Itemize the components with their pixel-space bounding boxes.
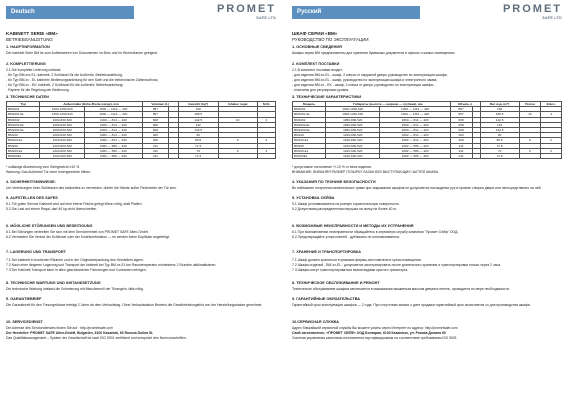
table-cell: 1000-1250-520: [326, 112, 380, 117]
section-text: Die technische Wartung umfasst die Schmierung mit Maschinenöl der Türangeln, falls nötig.: [6, 287, 144, 291]
table-cell: 1000 — 1114 — 420: [380, 107, 450, 112]
table-cell: 211: [142, 143, 168, 148]
table-cell: 142: [480, 122, 519, 127]
table-cell: 168.5: [178, 112, 218, 117]
table-cell: 1082 — 586 — 420: [380, 153, 450, 158]
section-text: 7.1 Шкаф должен храниться в упаковке фирмы-изготовителя в сухом помещении.: [292, 258, 422, 262]
table-cell: 2: [257, 148, 275, 153]
section-text: 5.2 Die Last auf einem Regal, darf 40 kg nicht überschreiten.: [6, 207, 98, 211]
table-cell: BM120: [293, 133, 326, 138]
table-cell: 1220-600-520: [326, 143, 380, 148]
table-cell: BM100: [293, 143, 326, 148]
table-cell: 211: [450, 143, 472, 148]
section-text: Um Verletzungen beim Schliessen des kabinettes zu vermeiden, dürfen die Hände außer Reichweite der Tür sein.: [6, 186, 177, 190]
section-heading: 2. KOMPLETTIERUNG: [6, 62, 46, 66]
section-heading: 3. ТЕХНИЧЕСКИЕ ХАРАКТЕРИСТИКИ: [292, 95, 362, 99]
table-cell: 6: [519, 148, 540, 153]
section-text: 5.1 Шкаф устанавливается на ровную горизонтальную поверхность.: [292, 202, 400, 206]
table-cell: 142.5: [178, 117, 218, 122]
table-cell: 1082 — 814 — 420: [380, 138, 450, 143]
table-header: Gewicht (kg*): [178, 102, 218, 107]
doc-title: ШКАФ СЕРИИ «BM»: [292, 31, 338, 36]
doc-title: KABINETT SERIE «BM»: [6, 31, 58, 36]
table-cell: 6: [519, 138, 540, 143]
table-cell: 4: [257, 117, 275, 122]
table-cell: 80.5: [480, 138, 519, 143]
table-note: ВНИМАНИЕ: ВНЕШНЯЯ РАЗМЕР ПУЗЫРКУ ЛАЗАН ВЕЗ ВЫСТУПАЮЩИХ ЧАСТЕЙ ШКАФА.: [292, 170, 439, 174]
section-text: - для изделия BM-xx-EL - шкаф, руководство по эксплуатации шкафа и электронного замка;: [292, 78, 438, 82]
section-heading: 10. SERVICEDIENST: [6, 320, 43, 324]
section-text: Во избежание получения механических травм при закрывании шкафов не допускается нахождение рук в проеме створки двери или непосредственно на ней.: [292, 186, 542, 190]
table-cell: 10: [218, 117, 257, 122]
table-cell: 71.5: [178, 143, 218, 148]
table-cell: 1220-830-520: [40, 138, 85, 143]
table-cell: 1220-830-520: [326, 138, 380, 143]
table-cell: 160: [480, 107, 519, 112]
table-cell: 608: [142, 122, 168, 127]
table-header: Außenmaße (Höhe-Breite-Länge), mm: [40, 102, 142, 107]
doc-subtitle: BETRIEBSANLEITUNG: [6, 37, 53, 42]
table-cell: 1000 — 1114 — 420: [85, 107, 143, 112]
table-cell: 1220-830-520: [326, 133, 380, 138]
section-text: 6.1 Bei Störungen verbreiten Sie sich mit dem Serviceeinheit von PROMET SAFE Alien-GmbH.: [6, 230, 149, 234]
section-text: 7.3 Шкафы могут транспортироваться всеми видами крытого транспорта.: [292, 268, 409, 272]
table-cell: BM100EL: [293, 153, 326, 158]
table-cell: 70: [480, 148, 519, 153]
table-cell: 1000-1250-520: [40, 107, 85, 112]
table-cell: 90: [178, 133, 218, 138]
table-cell: 608: [142, 127, 168, 132]
table-cell: 142: [178, 122, 218, 127]
section-text: - für Typ BM-xx - EL kabinett: Bedienungsanleitung für den Safe und die elektronische Zahlenschloss;: [6, 78, 159, 82]
section-heading: 4. SICHERHEITSHINWEISE:: [6, 180, 56, 184]
table-cell: 70: [178, 148, 218, 153]
russian-column: [292, 0, 564, 340]
table-cell: 1220-600-520: [40, 148, 85, 153]
table-cell: 1082 — 586 — 420: [85, 148, 143, 153]
table-cell: 71.5: [480, 143, 519, 148]
table-cell: 168.5: [480, 112, 519, 117]
table-cell: 608: [450, 122, 472, 127]
table-cell: 857: [450, 107, 472, 112]
table-cell: BM1002.EL: [7, 127, 40, 132]
table-cell: 1082 — 814 — 420: [380, 133, 450, 138]
table-cell: 1000-830-520: [40, 122, 85, 127]
table-header: Ключ.: [541, 102, 562, 107]
section-heading: 5. AUFSTELLEN DES SAFES: [6, 196, 58, 200]
table-cell: 857: [142, 112, 168, 117]
section-text: Der kabinett Serie BM ist zum Aufbewahren von Dokumenten im Büro und im Wohnräumen geeignet.: [6, 51, 159, 55]
table-cell: 4: [541, 112, 562, 117]
table-cell: 211: [450, 148, 472, 153]
section-heading: 9. GARANTIEBRIEF: [6, 297, 42, 301]
table-cell: 71.5: [480, 153, 519, 158]
table-cell: [218, 153, 257, 158]
table-cell: 1000 — 814 — 420: [85, 127, 143, 132]
section-heading: 1. HAUPTINFORMATION: [6, 45, 50, 49]
table-cell: 1950-830-520: [326, 117, 380, 122]
table-header: Объём, л: [450, 102, 480, 107]
table-cell: 400: [142, 138, 168, 143]
table-cell: BM120: [7, 133, 40, 138]
section-text: Система управления качеством изготовителя сертифицирована на соответствие требованиям ISO 9001: [292, 336, 457, 340]
table-cell: 211: [142, 153, 168, 158]
table-cell: 6: [218, 138, 257, 143]
table-note: * zulässige Abweichung vom Gelegewicht ±10 %.: [6, 165, 81, 169]
table-header: Schl.: [257, 102, 275, 107]
table-cell: 80.5: [178, 138, 218, 143]
table-cell: 608: [450, 127, 472, 132]
table-cell: 1000 — 1114 — 420: [380, 112, 450, 117]
table-cell: 608: [450, 117, 472, 122]
table-cell: [541, 153, 562, 158]
section-text: Die Garantiezeit für den Tresorgehäuse beträgt 2 Jahre ab dem Verkaufstag. Ohne Verkaufsdatum Beweist die Gewährleistungsfrist von der Herstellungsdatum gerechnet.: [6, 303, 263, 307]
table-cell: BM100.EL: [293, 148, 326, 153]
table-cell: 2: [257, 138, 275, 143]
table-header: Typ: [7, 102, 40, 107]
table-body: [7, 107, 276, 159]
language-tab: Deutsch: [6, 6, 134, 19]
table-cell: 1220-600-520: [326, 153, 380, 158]
section-text: 6.2 Vermeiden Sie Verlust der Schlüssel oder der Kodekombination — es werden keine Duplikate angefertigt.: [6, 235, 170, 239]
section-text: - пластины для регулировки уровня.: [292, 88, 350, 92]
brand-logo: PROMET: [216, 3, 276, 15]
section-heading: 10.СЕРВИСНАЯ СЛУЖБА: [292, 320, 339, 324]
table-cell: [519, 153, 540, 158]
section-text: 5.2 Допустимая распределенная нагрузка на полку не более 40 кг.: [292, 207, 397, 211]
table-cell: BM1001: [7, 107, 40, 112]
table-cell: 608: [142, 117, 168, 122]
table-cell: [169, 153, 179, 158]
table-header: Полки: [519, 102, 540, 107]
table-cell: 1800 — 814 — 420: [380, 127, 450, 132]
section-heading: 7. LAGERUNG UND TRANSPORT: [6, 250, 66, 254]
section-text: - для изделия BM-xx - EK - шкаф, 2 ключа от двери, руководство по эксплуатации шкафа;: [292, 83, 434, 87]
section-text: - Papiere für die Regelung der Bedienung.: [6, 88, 70, 92]
table-cell: 10: [519, 112, 540, 117]
section-text: Шкафы серии BM предназначены для хранения бумажных документов в офисах и жилых помещениях.: [292, 51, 456, 55]
section-text: 7.2 Nach einer längeren Lagerung und Transport der kabinett bei Typ BM-xx-EL bei Raumtemperatur mindestens 2 Stunden akklimatisieren.: [6, 263, 217, 267]
table-cell: 1000-830-520: [40, 117, 85, 122]
section-text: Гарантийный срок эксплуатации шкафов — 2 года. При отсутствии записи о дате продажи гарантийный срок исчисляется со дня производства шкафа.: [292, 303, 531, 307]
section-text: - für Typ BM-xxx EL: kabinett, 2 Schlüssel für die Außentür, Betriebsanleitung;: [6, 73, 123, 77]
section-heading: 1. ОСНОВНЫЕ СВЕДЕНИЯ: [292, 45, 342, 49]
table-cell: 1250-1250-520: [40, 112, 85, 117]
table-cell: 1082 — 586 — 420: [85, 153, 143, 158]
section-text: Der Hersteller: PROMET SAFE Alien-GmbH, Bulgarien, 6100 Kasanlak, 60 Rossva Dolina St.: [6, 331, 154, 335]
section-text: Die Adresse des Servicedienstes finden Sie auf : http://prometsafe.com: [6, 326, 113, 330]
section-text: - для изделия BM-xx-EL - шкаф, 2 ключа от наружной двери, руководство по эксплуатации шкафа;: [292, 73, 448, 77]
table-cell: 142.5: [480, 127, 519, 132]
table-cell: BM100: [7, 143, 40, 148]
section-text: - für Typ BM-xx - EK: kabinett, 2 Schlüssel für die Außentür, Betriebsanleitung;: [6, 83, 124, 87]
table-cell: BM120.EL: [293, 138, 326, 143]
table-cell: 1000-830-520: [40, 127, 85, 132]
table-cell: 1000 — 1114 — 420: [85, 112, 143, 117]
spec-table: [292, 101, 562, 159]
section-text: 2.1 Die komplette Lieferung umfasst:: [6, 68, 62, 72]
section-text: Свой изготовитель: «ПРОМЕТ СЕЙФ» ООД Болгария, 6100 Казанлык, ул. Розова Долина 60: [292, 331, 446, 335]
table-header: Модель: [293, 102, 326, 107]
table-cell: 211: [142, 148, 168, 153]
section-text: 7.1 Der kabinett in trockenen Räumen und in der Originalverpackung des Herstellers lagern.: [6, 258, 145, 262]
section-text: 7.2 Шкафы изделий - BM-xx-EL - допускается эксплуатировать после длительного хранения и транспортировки только через 2 часа.: [292, 263, 502, 267]
table-cell: 160: [178, 107, 218, 112]
table-cell: BM1002: [7, 117, 40, 122]
table-cell: 1000 — 814 — 420: [85, 122, 143, 127]
table-note: * допустимое отклонение +/-10 % от веса изделия.: [292, 165, 372, 169]
table-cell: 1000-1250-520: [326, 107, 380, 112]
table-cell: 1082 — 814 — 420: [85, 138, 143, 143]
language-tab: Русский: [292, 6, 420, 19]
section-heading: 4. УКАЗАНИЯ ПО ТЕХНИКЕ БЕЗОПАСНОСТИ: [292, 180, 376, 184]
table-header: Volumen (L): [142, 102, 178, 107]
table-cell: 400: [450, 133, 472, 138]
table-cell: BM1001.EL: [293, 112, 326, 117]
brand-logo: PROMET: [502, 3, 562, 15]
table-cell: 1800 — 814 — 420: [380, 117, 450, 122]
table-cell: 1800 — 814 — 420: [380, 122, 450, 127]
section-text: 6.2 Предотвращайте утери ключей - дубликаты не изготавливаются.: [292, 235, 400, 239]
table-cell: [472, 153, 480, 158]
table-cell: BM1002.EL: [7, 122, 40, 127]
table-cell: 857: [142, 107, 168, 112]
brand-subtitle: SAFE LTD: [542, 16, 562, 20]
table-cell: 1220-600-520: [40, 153, 85, 158]
section-heading: 8. ТЕХНИЧЕСКОЕ ОБСЛУЖИВАНИЕ И РЕМОНТ: [292, 281, 380, 285]
table-header: Inhaber regal: [218, 102, 257, 107]
doc-subtitle: РУКОВОДСТВО ПО ЭКСПЛУАТАЦИИ: [292, 37, 369, 42]
table-cell: 142.5: [480, 117, 519, 122]
table-cell: BM1001: [293, 107, 326, 112]
table-row: [293, 153, 562, 158]
spec-table: [6, 101, 276, 159]
table-header: Вес изд. (кг*): [480, 102, 519, 107]
table-cell: 1082 — 586 — 420: [85, 143, 143, 148]
table-cell: 1950-830-520: [326, 122, 380, 127]
section-heading: 3. TECHNISCHE DATEN: [6, 95, 49, 99]
table-cell: 1220-600-520: [40, 143, 85, 148]
section-heading: 6. ВОЗМОЖНЫЕ НЕИСПРАВНОСТИ И МЕТОДЫ ИХ УСТРАНЕНИЯ: [292, 224, 414, 228]
table-cell: BM1002.EL: [293, 122, 326, 127]
table-cell: BM1002: [293, 117, 326, 122]
section-heading: 9. ГАРАНТИЙНЫЕ ОБЯЗАТЕЛЬСТВА: [292, 297, 361, 301]
section-heading: 7. ХРАНЕНИЕ И ТРАНСПОРТИРОВКА: [292, 250, 362, 254]
table-cell: 142.5: [178, 127, 218, 132]
table-cell: BM1002.EL: [293, 127, 326, 132]
table-cell: 1220-830-520: [40, 133, 85, 138]
table-cell: 2: [541, 148, 562, 153]
german-column: [6, 0, 278, 340]
table-cell: 1082 — 586 — 420: [380, 143, 450, 148]
table-cell: 1082 — 814 — 420: [85, 133, 143, 138]
section-heading: 2. КОМПЛЕКТ ПОСТАВКИ: [292, 62, 340, 66]
section-text: Техническое обслуживание шкафов заключается в смазывании машинным маслом дверных петель, проводится по мере необходимости.: [292, 287, 510, 291]
table-body: [293, 107, 562, 159]
table-cell: 211: [450, 153, 472, 158]
table-note: Warnung: Das Außenteil Tür ohne Innengewichte öffnen.: [6, 170, 92, 174]
brand-subtitle: SAFE LTD: [256, 16, 276, 20]
table-cell: 2: [541, 138, 562, 143]
table-cell: 1000 — 814 — 420: [85, 117, 143, 122]
section-text: Адрес ближайшей сервисной службы Вы можете узнать через Интернет по адресу: http://prometsafe.com: [292, 326, 458, 330]
table-cell: 90: [480, 133, 519, 138]
section-heading: 6. MÖGLICHE STÖRUNGEN UND BESEITIGUNG: [6, 224, 93, 228]
table-cell: [257, 153, 275, 158]
section-text: 2.1 В комплект поставки входит:: [292, 68, 343, 72]
table-cell: BM100.EL: [7, 148, 40, 153]
table-row: [7, 153, 276, 158]
header: [6, 0, 278, 26]
section-text: 7.3 Der Kabinett Transport kann in allen geschlossenen Fahrzeugen und Containern erfolgen.: [6, 268, 147, 272]
table-header: Габариты (высота — ширина — глубина), мм: [326, 102, 451, 107]
section-text: 5.1 Für guten Service Kabinett wird auf eine ebene Fläche gelegt.Wenn nötig, statt Platten.: [6, 202, 143, 206]
table-cell: BM1001.EL: [7, 112, 40, 117]
table-cell: 400: [450, 138, 472, 143]
section-text: 6.1 При возникновении неисправности обращайтесь в сервисную службу компании "Промет Сейф" ООД.: [292, 230, 459, 234]
section-heading: 5. УСТАНОВКА СЕЙФА: [292, 196, 335, 200]
table-cell: 6: [218, 148, 257, 153]
table-cell: BM100EL: [7, 153, 40, 158]
section-heading: 8. TECHNISCHE WARTUNG UND INSTANDSETZUNG: [6, 281, 101, 285]
section-text: Das Qualitätsmanagement – System der Gesellschaft ist nach ISO 9001 zertifiziert und entspricht den Normvorschriften.: [6, 336, 187, 340]
table-cell: 857: [450, 112, 472, 117]
table-cell: 1220-600-520: [326, 148, 380, 153]
table-cell: 1950-830-520: [326, 127, 380, 132]
table-cell: 1082 — 586 — 420: [380, 148, 450, 153]
header: [292, 0, 564, 26]
table-cell: BM120.EL: [7, 138, 40, 143]
table-cell: 71.5: [178, 153, 218, 158]
table-cell: 400: [142, 133, 168, 138]
